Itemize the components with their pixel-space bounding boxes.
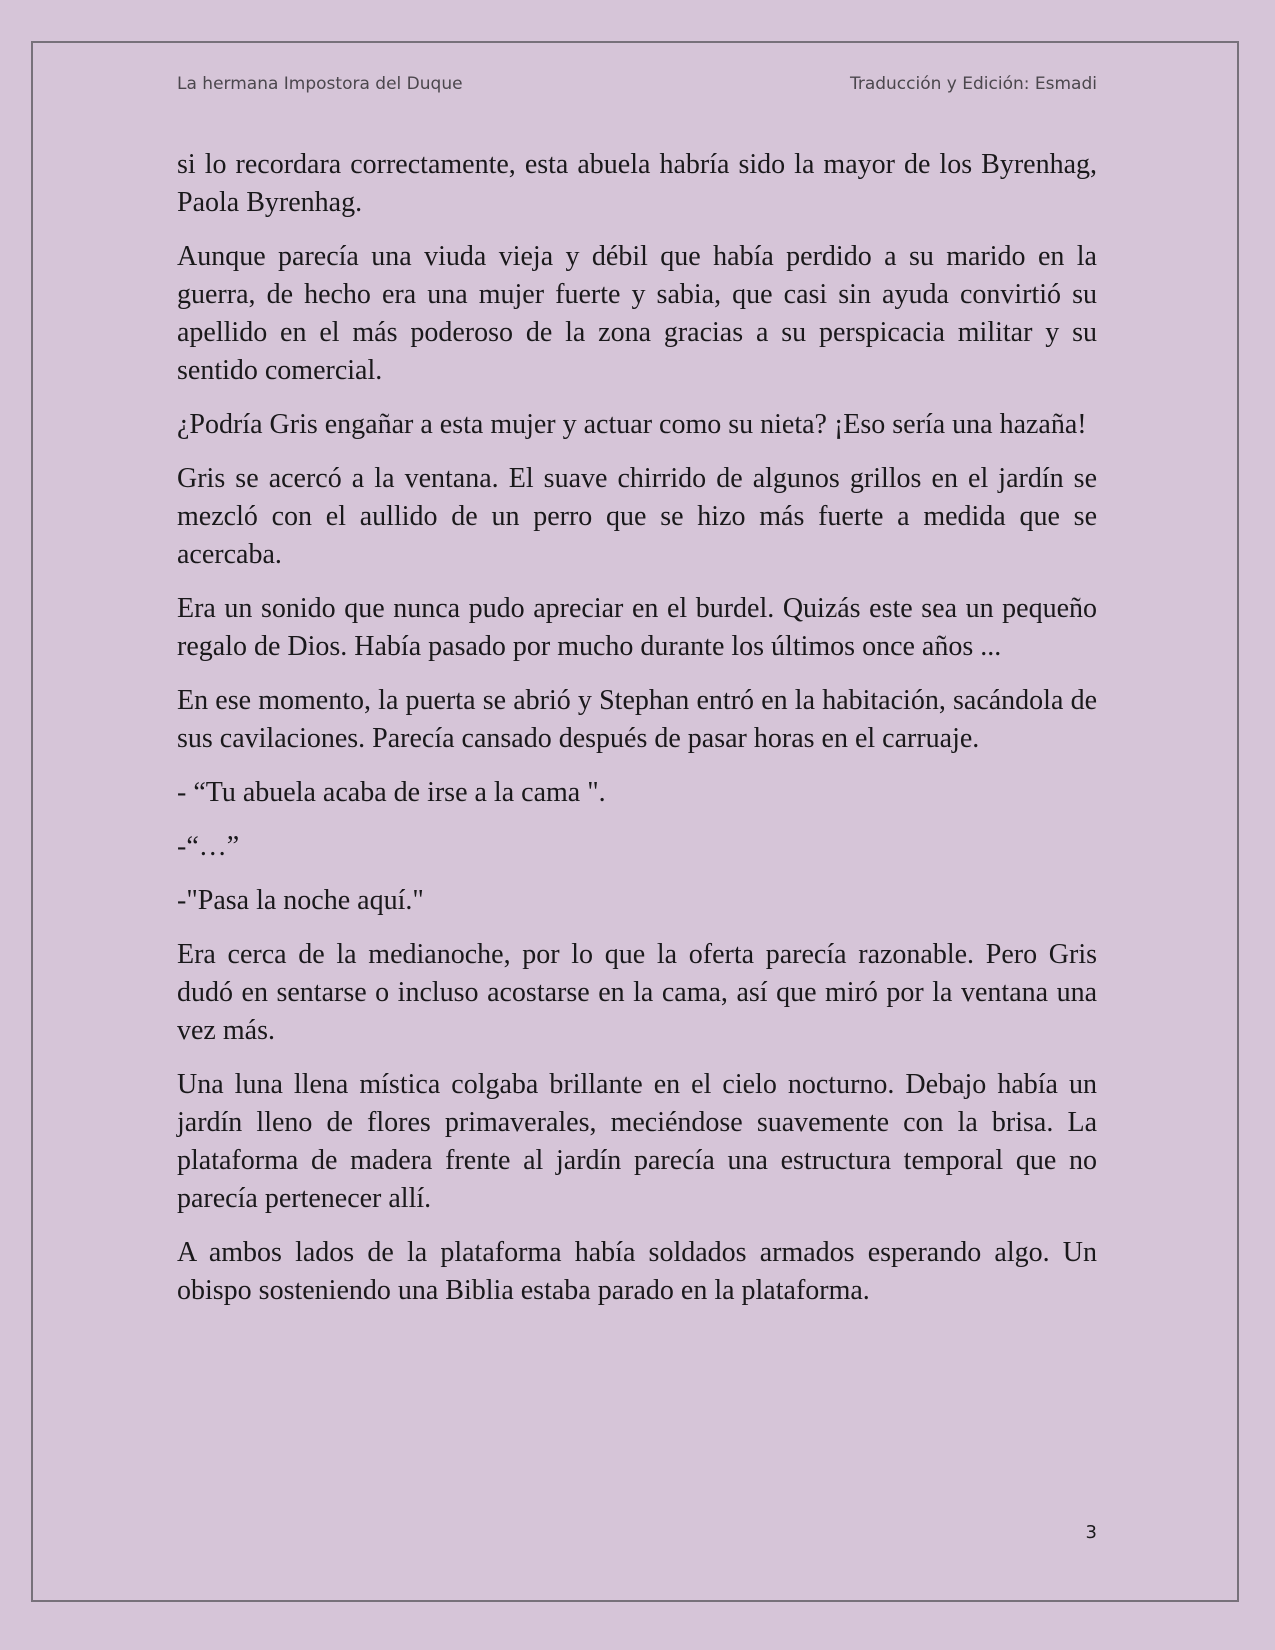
dialogue-line: -"Pasa la noche aquí." <box>177 885 424 916</box>
paragraph: A ambos lados de la plataforma había soldados armados esperando algo. Un obispo sosteniendo una Biblia estaba parado en la plataforma. <box>177 1237 1097 1306</box>
paragraph: si lo recordara correctamente, esta abuela habría sido la mayor de los Byrenhag, Paola Byrenhag. <box>177 149 1097 218</box>
page-number: 3 <box>1085 1522 1097 1543</box>
paragraph: Gris se acercó a la ventana. El suave chirrido de algunos grillos en el jardín se mezcló con el aullido de un perro que se hizo más fuerte a medida que se acercaba. <box>177 463 1097 570</box>
header-book-title: La hermana Impostora del Duque <box>177 74 463 94</box>
dialogue-line: -“…” <box>177 831 240 862</box>
dialogue-line: - “Tu abuela acaba de irse a la cama ". <box>177 777 606 808</box>
paragraph: Una luna llena mística colgaba brillante en el cielo nocturno. Debajo había un jardín lleno de flores primaverales, meciéndose suavemente con la brisa. La plataforma de madera frente al jardín parecía una estructura temporal que no parecía pertenecer allí. <box>177 1069 1097 1214</box>
paragraph: Aunque parecía una viuda vieja y débil que había perdido a su marido en la guerra, de hecho era una mujer fuerte y sabia, que casi sin ayuda convirtió su apellido en el más poderoso de la zona gracias a su perspicacia militar y su sentido comercial. <box>177 241 1097 386</box>
body-text <box>177 146 1097 1326</box>
paragraph: ¿Podría Gris engañar a esta mujer y actuar como su nieta? ¡Eso sería una hazaña! <box>177 409 1087 440</box>
paragraph: Era cerca de la medianoche, por lo que la oferta parecía razonable. Pero Gris dudó en sentarse o incluso acostarse en la cama, así que miró por la ventana una vez más. <box>177 939 1097 1046</box>
paragraph: En ese momento, la puerta se abrió y Stephan entró en la habitación, sacándola de sus cavilaciones. Parecía cansado después de pasar horas en el carruaje. <box>177 685 1097 754</box>
page-header <box>177 74 1097 94</box>
header-translator-credit: Traducción y Edición: Esmadi <box>849 74 1097 94</box>
paragraph: Era un sonido que nunca pudo apreciar en el burdel. Quizás este sea un pequeño regalo de Dios. Había pasado por mucho durante los últimos once años ... <box>177 593 1097 662</box>
